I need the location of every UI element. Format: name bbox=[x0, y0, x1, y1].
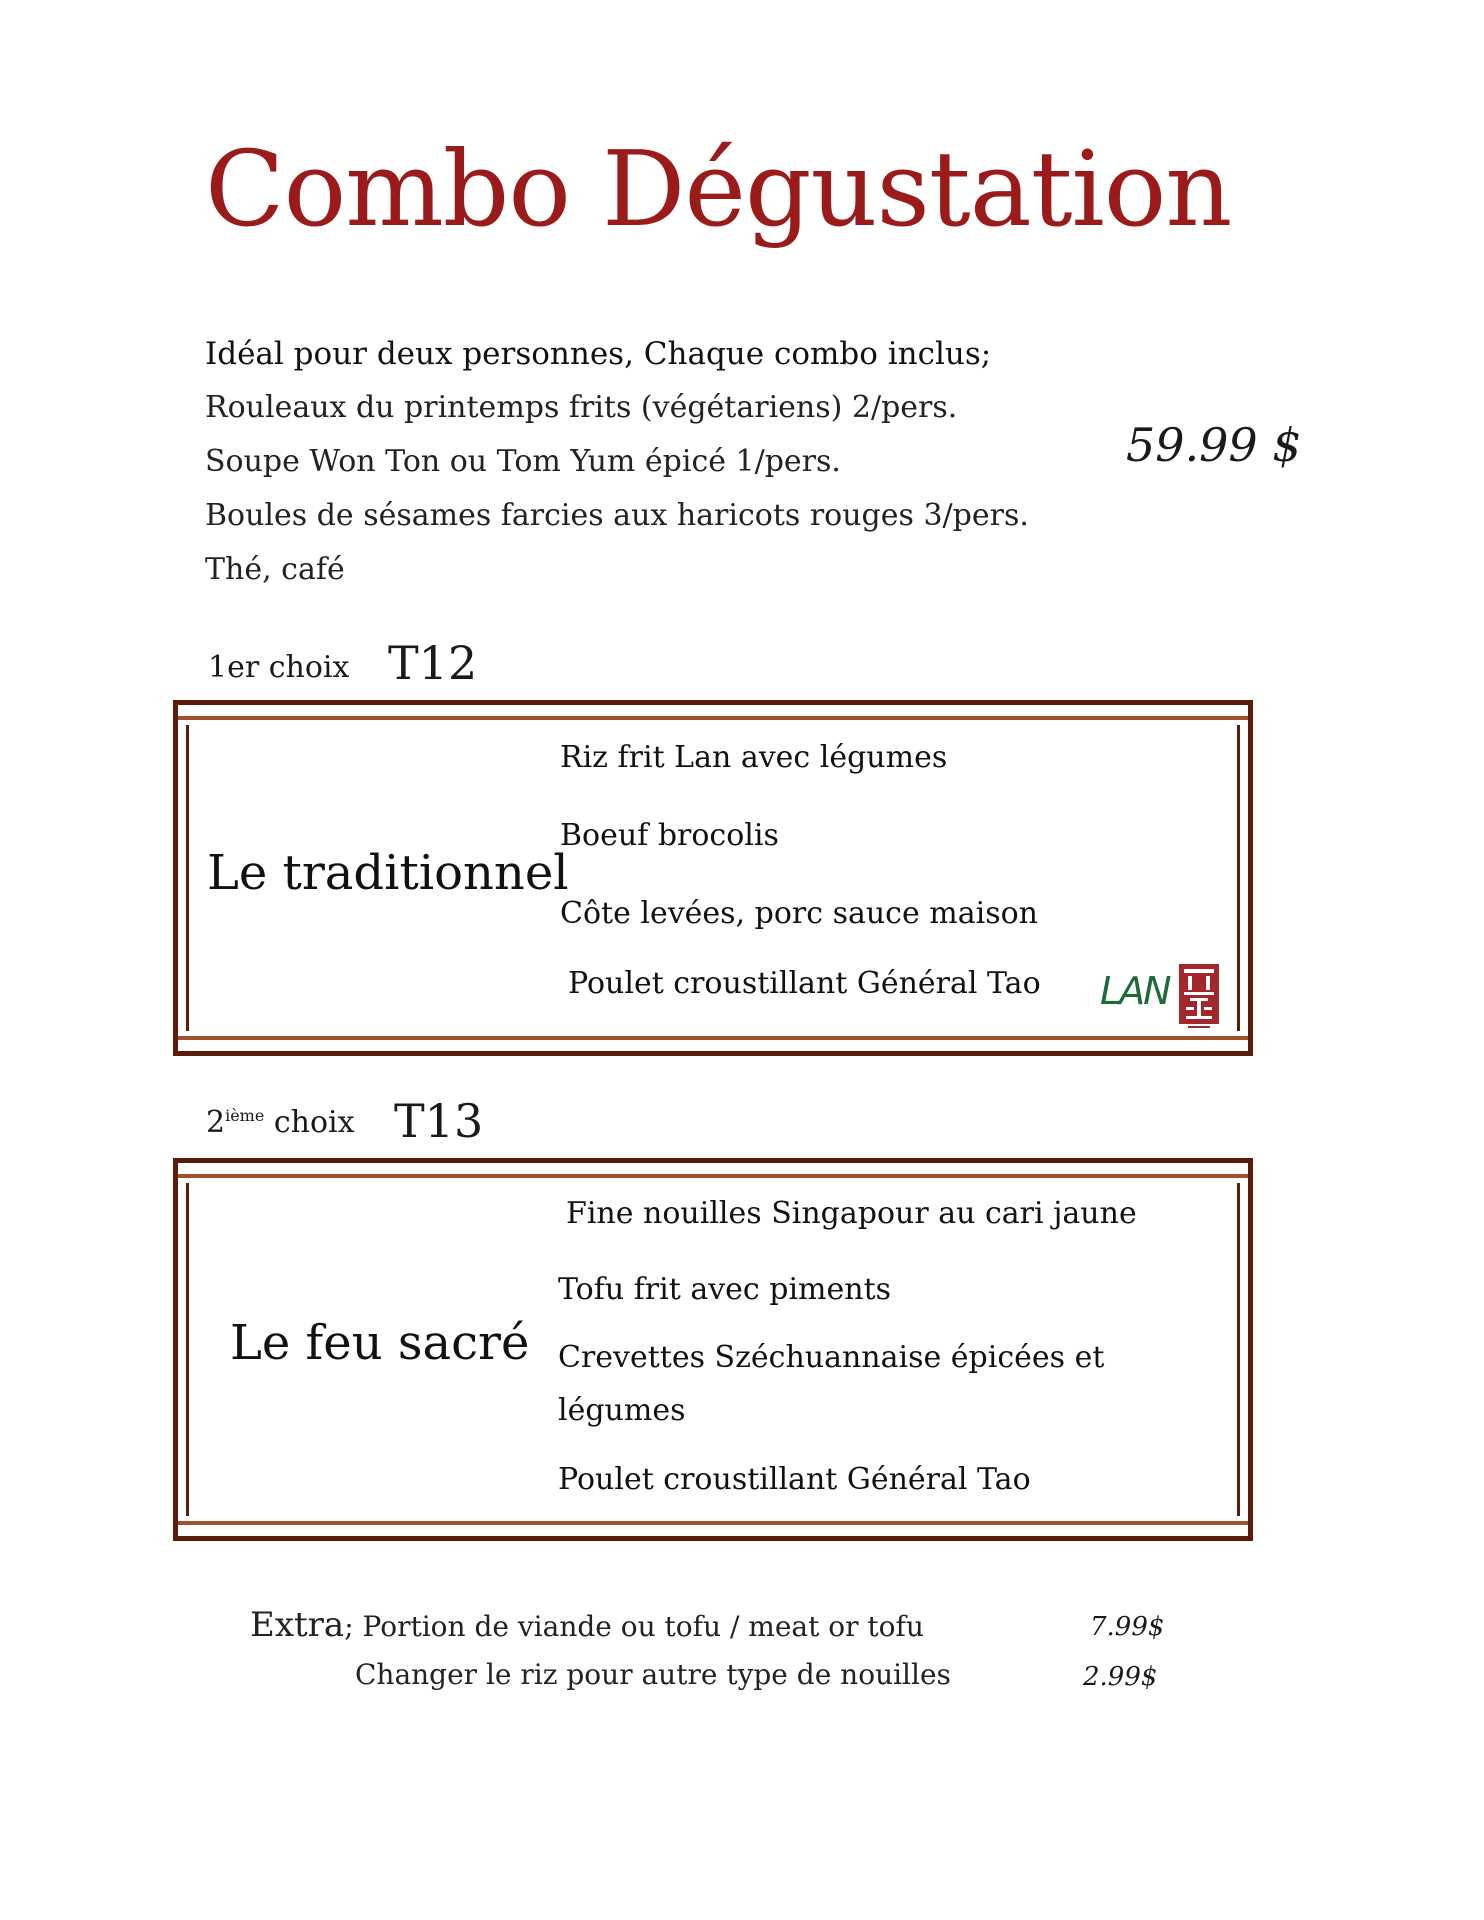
combo-price: 59.99 $ bbox=[1126, 418, 1302, 472]
choice-label: 1er choix bbox=[208, 650, 350, 685]
intro-line: Soupe Won Ton ou Tom Yum épicé 1/pers. bbox=[205, 444, 841, 479]
choice-code: T12 bbox=[388, 636, 478, 690]
intro-line: Rouleaux du printemps frits (végétariens) 2/pers. bbox=[205, 390, 958, 425]
intro-line: Boules de sésames farcies aux haricots rouges 3/pers. bbox=[205, 498, 1029, 533]
extra-price: 2.99$ bbox=[1083, 1662, 1158, 1692]
dish-item: Tofu frit avec piments bbox=[558, 1272, 892, 1307]
lan-seal-icon bbox=[1178, 963, 1220, 1029]
logo-text: LAN bbox=[1100, 969, 1170, 1013]
choice-code: T13 bbox=[394, 1094, 484, 1148]
combo-name: Le feu sacré bbox=[230, 1315, 530, 1371]
extra-label: Extra bbox=[250, 1605, 345, 1645]
dish-item: Riz frit Lan avec légumes bbox=[560, 740, 948, 775]
dish-item: légumes bbox=[558, 1393, 686, 1428]
choice-label: 2ième choix bbox=[206, 1105, 355, 1140]
dish-item: Boeuf brocolis bbox=[560, 818, 779, 853]
extra-line bbox=[250, 1605, 924, 1645]
dish-item: Fine nouilles Singapour au cari jaune bbox=[566, 1196, 1137, 1231]
intro-heading: Idéal pour deux personnes, Chaque combo inclus; bbox=[205, 336, 992, 372]
lan-logo bbox=[1100, 963, 1220, 1029]
dish-item: Côte levées, porc sauce maison bbox=[560, 896, 1038, 931]
extra-text: Changer le riz pour autre type de nouilles bbox=[355, 1658, 951, 1691]
dish-item: Poulet croustillant Général Tao bbox=[568, 966, 1041, 1001]
extra-text: ; Portion de viande ou tofu / meat or tofu bbox=[344, 1610, 924, 1643]
intro-line: Thé, café bbox=[205, 552, 345, 587]
dish-item: Crevettes Széchuannaise épicées et bbox=[558, 1340, 1105, 1375]
dish-item: Poulet croustillant Général Tao bbox=[558, 1462, 1031, 1497]
page-title: Combo Dégustation bbox=[205, 128, 1232, 250]
extra-price: 7.99$ bbox=[1090, 1612, 1165, 1642]
combo-name: Le traditionnel bbox=[207, 845, 569, 901]
